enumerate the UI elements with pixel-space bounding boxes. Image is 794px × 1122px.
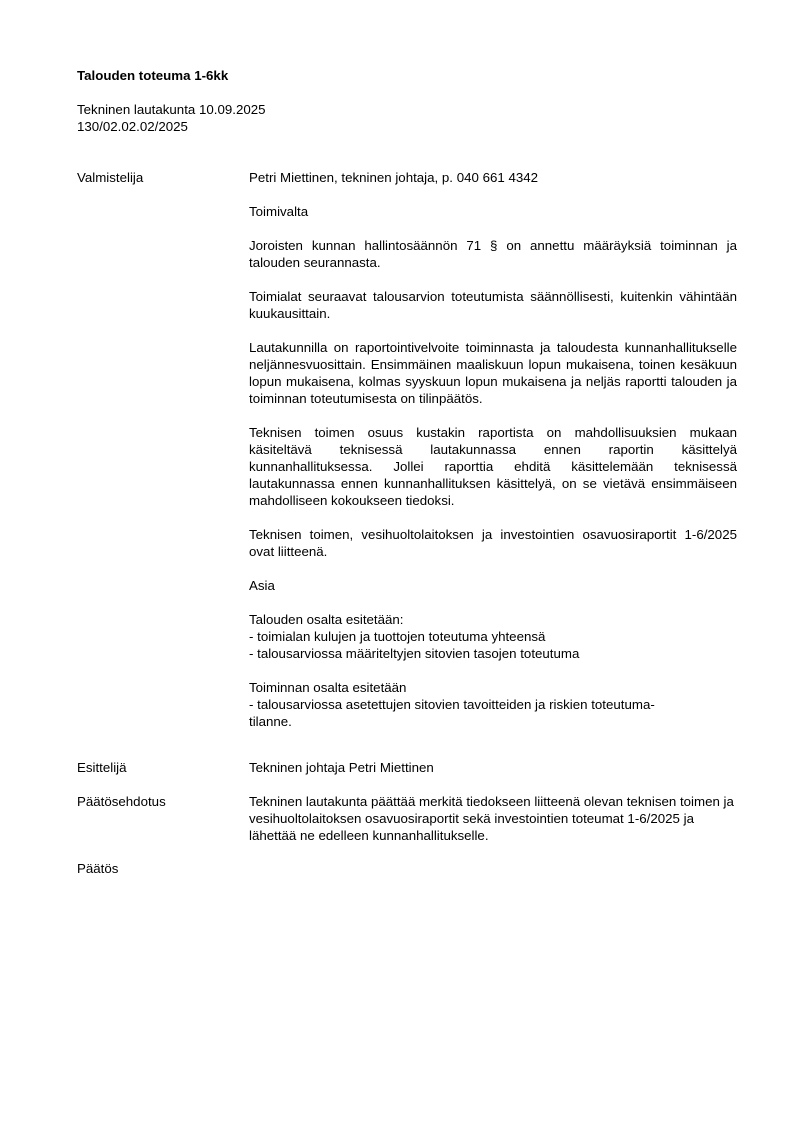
talous-item: - talousarviossa määriteltyjen sitovien tasojen toteutuma: [249, 646, 580, 661]
toiminta-item-line: tilanne.: [249, 714, 292, 729]
toiminta-item: [249, 696, 737, 730]
paragraph-liitteet: Teknisen toimen, vesihuoltolaitoksen ja investointien osavuosiraportit 1-6/2025 ovat liitteenä.: [249, 527, 737, 559]
toiminta-intro: Toiminnan osalta esitetään: [249, 680, 407, 695]
record-number: 130/02.02.02/2025: [77, 119, 188, 134]
heading-asia: Asia: [249, 578, 275, 593]
paragraph-kasittely: Teknisen toimen osuus kustakin raportista on mahdollisuuksien mukaan käsiteltävä teknisessä lautakunnassa ennen raportin käsittelyä kunnanhallituksessa. Jollei raporttia ehditä käsittelemään teknisessä lautakunnassa ennen kunnanhallituksen käsittelyä, on se vietävä ensimmäiseen mahdolliseen kokoukseen tiedoksi.: [249, 425, 737, 508]
valmistelija-label: Valmistelija: [77, 170, 144, 185]
paatosehdotus-label: Päätösehdotus: [77, 794, 166, 809]
paatos-label: Päätös: [77, 861, 119, 876]
document-title: Talouden toteuma 1-6kk: [77, 68, 229, 83]
paragraph-seuranta: Toimialat seuraavat talousarvion toteutumista säännöllisesti, kuitenkin vähintään kuukausittain.: [249, 289, 737, 321]
valmistelija-value: Petri Miettinen, tekninen johtaja, p. 040 661 4342: [249, 170, 539, 185]
toiminta-item-line: - talousarviossa asetettujen sitovien tavoitteiden ja riskien toteutuma-: [249, 697, 655, 712]
talous-item: - toimialan kulujen ja tuottojen toteutuma yhteensä: [249, 629, 546, 644]
heading-toimivalta: Toimivalta: [249, 204, 309, 219]
esittelija-label: Esittelijä: [77, 760, 127, 775]
paragraph-hallintosaanto: Joroisten kunnan hallintosäännön 71 § on annettu määräyksiä toiminnan ja talouden seurannasta.: [249, 238, 737, 270]
meeting-line: Tekninen lautakunta 10.09.2025: [77, 102, 266, 117]
paatosehdotus-value: Tekninen lautakunta päättää merkitä tiedokseen liitteenä olevan teknisen toimen ja vesihuoltolaitoksen osavuosiraportit sekä investointien toteumat 1-6/2025 ja lähettää ne edelleen kunnanhallitukselle.: [249, 794, 734, 843]
paragraph-raportointivelvoite: Lautakunnilla on raportointivelvoite toiminnasta ja taloudesta kunnanhallitukselle neljännesvuosittain. Ensimmäinen maaliskuun lopun mukaisena, toinen kesäkuun lopun mukaisena, kolmas syyskuun lopun mukaisena ja neljäs raportti talouden ja toiminnan toteutumisesta on tilinpäätös.: [249, 340, 737, 406]
valmistelija-section: [249, 169, 737, 730]
talous-intro: Talouden osalta esitetään:: [249, 612, 404, 627]
esittelija-value: Tekninen johtaja Petri Miettinen: [249, 760, 434, 775]
